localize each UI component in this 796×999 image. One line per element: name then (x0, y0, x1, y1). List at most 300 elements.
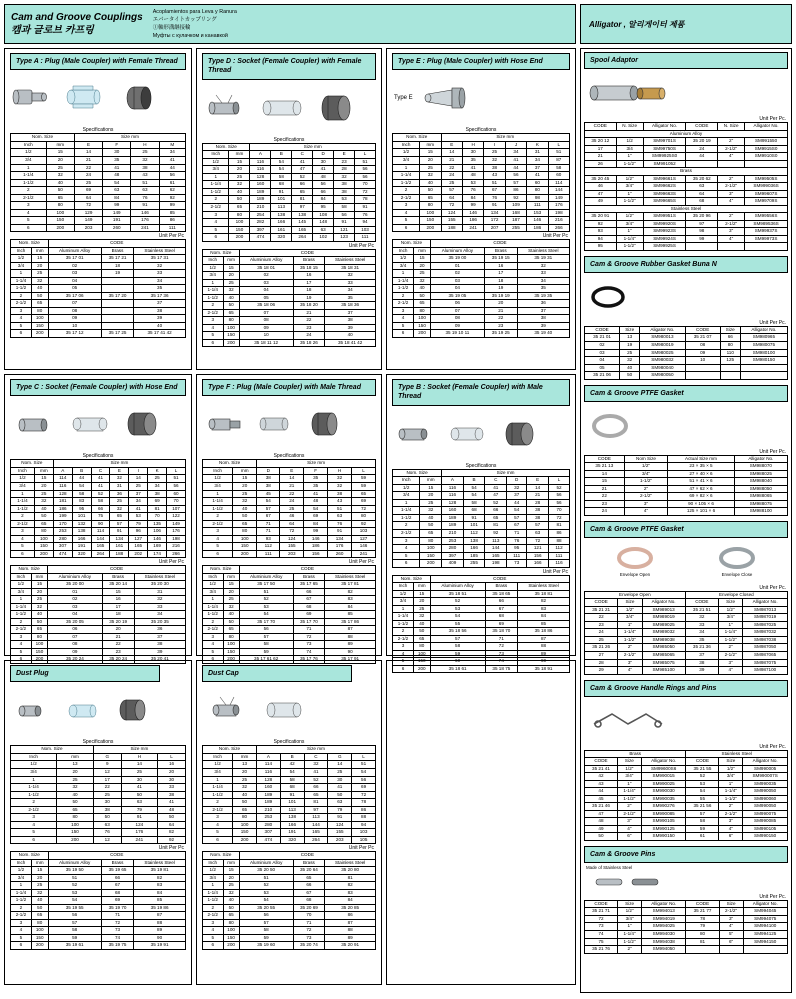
cell-4: 6" (719, 938, 743, 946)
cell-3: 59 (686, 825, 719, 833)
cell-1: 150 (229, 226, 250, 234)
cell-4: 35 (304, 482, 328, 490)
cell-5: 43 (328, 498, 352, 506)
cell-3: 73 (101, 927, 133, 935)
cell-5: 79 (328, 806, 352, 814)
cell-0: 3/4 (11, 588, 32, 596)
table-row (585, 606, 788, 614)
cell-6: 98 (527, 194, 548, 202)
table-row (393, 514, 570, 522)
cell-2: SM990035 (641, 795, 686, 803)
cell-1: 20 (233, 482, 257, 490)
cell-4: 32 (304, 761, 328, 769)
cell-0: 74 (585, 930, 618, 938)
cell-3: 14 (280, 475, 304, 483)
cell-5: SM999036S (745, 183, 788, 191)
cell-4: 90 (325, 648, 376, 656)
cell-4: 50 (158, 814, 186, 822)
table-row (393, 277, 570, 285)
cell-1: 200 (223, 942, 239, 950)
cell-3: 54 (280, 768, 304, 776)
cell-4: 30 (158, 776, 186, 784)
cell-1: 100 (46, 209, 74, 217)
cell-1: 50 (233, 799, 257, 807)
cell-4 (718, 160, 745, 168)
cell-1: 80 (233, 814, 257, 822)
section-title-ptfe-envelope: Cam & Groove PTFE Gasket (584, 521, 788, 538)
product-illustration-dust-cap (202, 682, 376, 738)
table-row (11, 322, 186, 330)
cell-2: 253 (442, 537, 464, 545)
cell-1: 200 (223, 656, 239, 664)
cell-5: 44 (507, 499, 527, 507)
cell-0: 94 (585, 235, 617, 243)
column-header-1: N. Size (616, 123, 643, 131)
group-row (585, 130, 788, 138)
col-size-mm: Size mm (250, 143, 376, 151)
cell-5: SM990050 (743, 788, 788, 796)
cell-6: 103 (352, 829, 376, 837)
cell-4: 35 20 80 (325, 867, 376, 875)
cell-1: 25 (620, 349, 640, 357)
cell-3: 21 (102, 633, 134, 641)
cell-6: 28 (334, 166, 355, 174)
cell-3: 14 (121, 761, 158, 769)
cell-2: 52 (48, 882, 101, 890)
subtitle-jp2: ①軸形溝継接輪 (152, 25, 191, 31)
cell-6: 34 (129, 498, 148, 506)
cell-3: 79 (686, 923, 719, 931)
cell-3: 101 (463, 522, 485, 530)
table-row (393, 217, 570, 225)
table-row (585, 500, 788, 508)
column-header-1: mm (413, 583, 430, 591)
table-row (585, 788, 788, 796)
cell-0: 3 (203, 211, 229, 219)
cell-5: 148 (313, 219, 334, 227)
cell-0: 1-1/4 (11, 498, 35, 506)
table-row (11, 490, 186, 498)
cell-3: 25 (121, 768, 158, 776)
cell-2: 01 (430, 262, 484, 270)
cell-4: 92 (485, 530, 507, 538)
cell-5: 71 (507, 530, 527, 538)
table-row (585, 629, 788, 637)
cell-3: 66 (293, 588, 325, 596)
cell-0: 1 (393, 605, 414, 613)
column-header-3: CODE (685, 326, 720, 334)
cell-3: 79 (121, 806, 158, 814)
table-row (585, 773, 788, 781)
cell-3: 69 (485, 620, 517, 628)
cell-3: 166 (72, 535, 91, 543)
cell-3: 08 (685, 341, 720, 349)
cell-2: SM990030 (641, 788, 686, 796)
cell-2: 53 (239, 603, 293, 611)
cell-1: 200 (420, 224, 441, 232)
cell-3: 23 (102, 648, 134, 656)
cell-1: 25 (233, 776, 257, 784)
cell-1: 80 (223, 919, 239, 927)
cell-0: 1-1/4 (11, 889, 32, 897)
group-header-1: Envelope Closed (685, 591, 787, 599)
cell-4: 4" (719, 667, 743, 675)
cell-5: 84 (313, 196, 334, 204)
cell-0: 1 (11, 490, 35, 498)
cell-0: 45 (585, 795, 618, 803)
column-header-1: mm (233, 753, 257, 761)
cell-5: 32 (110, 475, 129, 483)
cell-4: 90 (91, 520, 110, 528)
cell-3 (101, 307, 133, 315)
cell-4: 38 (517, 315, 569, 323)
cell-0: 1 (203, 776, 233, 784)
cell-2: 03 (430, 277, 484, 285)
table-row (11, 799, 186, 807)
table-pins (584, 900, 788, 954)
cell-5: SM980965 (740, 334, 787, 342)
table-row (11, 641, 186, 649)
cell-4: 264 (91, 550, 110, 558)
column-header-0: Inch (393, 247, 414, 255)
cell-1: 1" (618, 923, 642, 931)
cell-2: 25 (93, 791, 121, 799)
illustration-spool-adaptor (584, 71, 788, 115)
cell-1: 3/4" (618, 614, 642, 622)
cell-0: 1/2 (11, 761, 57, 769)
cell-0: 03 (585, 349, 620, 357)
table-row (11, 942, 186, 950)
table-row (585, 228, 788, 236)
body-ptfe (585, 463, 788, 516)
cell-3: 17 (484, 270, 517, 278)
cell-4: 51 (484, 179, 505, 187)
cell-8: 56 (167, 482, 186, 490)
cell-1: 80 (31, 633, 47, 641)
cell-5: SM994075 (743, 915, 787, 923)
cell-0: 5 (203, 332, 224, 340)
cell-2: 35 17 70 (239, 618, 293, 626)
cell-3: 61 (686, 833, 719, 841)
cell-1: 150 (413, 658, 430, 666)
cell-2: 09 (239, 324, 293, 332)
col-nom-size: Nom. Size (11, 460, 54, 468)
cell-2: 188 (441, 224, 462, 232)
cell-0: 6 (393, 560, 420, 568)
cell-0: 2 (11, 904, 32, 912)
table-row (203, 543, 376, 551)
body-spool (585, 130, 788, 250)
cell-1: 40 (31, 897, 48, 905)
body-handle (585, 765, 788, 840)
cell-0: 1 (203, 596, 224, 604)
table-ptfe-envelope (584, 591, 788, 675)
cell-1: 65 (31, 912, 48, 920)
cell-2: 03 (239, 279, 293, 287)
column-header-4: Stainless Steel (134, 573, 185, 581)
column-header-4: Stainless Steel (134, 247, 186, 255)
cell-6: 121 (527, 545, 549, 553)
cell-4: 97 (292, 204, 313, 212)
table-row (11, 904, 186, 912)
spec-caption-type-c: Specifications (82, 453, 114, 460)
cell-0: 4 (203, 219, 229, 227)
cell-1: 3" (617, 818, 641, 826)
cell-2: 30 (93, 799, 121, 807)
cell-4: 35 18 31 (325, 264, 376, 272)
code-body-type-f (203, 581, 376, 664)
cell-4: 35 17 91 (325, 656, 376, 664)
cell-5: 111 (507, 552, 527, 560)
cell-4: 83 (134, 882, 186, 890)
col-nom-size: Nom. Size (203, 746, 257, 754)
cell-2: 58 (239, 641, 293, 649)
table-row (203, 784, 376, 792)
table-row (203, 934, 376, 942)
cell-0: 1-1/4 (203, 889, 224, 897)
table-row (585, 243, 788, 251)
table-row (11, 164, 186, 172)
cell-1: 50 (31, 904, 48, 912)
cell-3 (101, 322, 133, 330)
cell-0: 24 (585, 629, 618, 637)
cell-7: 69 (148, 498, 167, 506)
cell-2: 53 (430, 605, 485, 613)
cell-0: 6 (203, 339, 224, 347)
column-header-0: Inch (11, 753, 57, 761)
cell-5: SM994125 (743, 930, 787, 938)
head-row-ptfe-env (585, 599, 788, 607)
table-row (203, 768, 376, 776)
cell-4: 1/2" (719, 606, 743, 614)
column-header-5: J (505, 141, 526, 149)
column-header-7: K (148, 467, 167, 475)
cell-7: 88 (549, 537, 570, 545)
cell-4: 75 (91, 513, 110, 521)
spec-caption-type-e: Specifications (465, 127, 497, 134)
cell-2: 67 (257, 513, 280, 521)
section-pins (584, 846, 788, 954)
cell-1: 20 (414, 262, 431, 270)
cell-2: 24 (74, 172, 102, 180)
cell-3: 53 (462, 179, 483, 187)
cell-1: 32 (223, 603, 239, 611)
column-header-1: mm (223, 257, 239, 265)
cell-4: 25 (484, 149, 505, 157)
spec-head-row-dust-cap (203, 753, 376, 761)
cell-5: SM99709S (745, 198, 788, 206)
cell-2: 199 (53, 513, 72, 521)
cell-2: 203 (74, 224, 102, 232)
cell-3: 24 (293, 332, 325, 340)
cell-5: SM987038 (743, 636, 788, 644)
cell-4: 2-1/2" (718, 145, 745, 153)
cell-1: 80 (413, 643, 430, 651)
cell-3: 149 (103, 209, 131, 217)
cell-4: 97 (304, 806, 328, 814)
cell-2: 10 (239, 332, 293, 340)
cell-5: 99 (159, 202, 185, 210)
cell-2: 35 17 01 (48, 255, 101, 263)
cell-5: 25 (328, 768, 352, 776)
cell-0: 95 (585, 243, 617, 251)
cell-0: 2-1/2 (203, 912, 224, 920)
cell-1: 15 (233, 475, 257, 483)
cell-2: 253 (53, 528, 72, 536)
cell-2: 35 19 55 (48, 904, 101, 912)
cell-0: 1-1/4 (11, 784, 57, 792)
cell-1: 80 (223, 317, 239, 325)
cell-4: 35 (517, 285, 569, 293)
cell-1: 65 (413, 635, 430, 643)
cell-0: 2-1/2 (11, 912, 32, 920)
code-body-dust-cap (203, 867, 376, 950)
head-row-handle (585, 758, 788, 766)
cell-0: 3/4 (203, 482, 233, 490)
column-header-3: B (463, 477, 485, 485)
cell-4: 2-1/2" (719, 908, 743, 916)
cell-7: 112 (549, 545, 570, 553)
column-header-3: E (280, 467, 304, 475)
table-row (393, 315, 570, 323)
cell-4: 113 (304, 814, 328, 822)
table-row (11, 194, 186, 202)
cell-1: 200 (57, 836, 94, 844)
table-row (203, 505, 376, 513)
cell-4: 66 (485, 507, 507, 515)
cell-3: 73 (293, 641, 325, 649)
column-header-4: Size (720, 326, 740, 334)
cell-3: 18 (293, 287, 325, 295)
spec-body-type-d (203, 158, 376, 241)
table-row (11, 520, 186, 528)
cell-2: 397 (250, 226, 271, 234)
panel-type-c (4, 374, 192, 662)
cell-2: 307 (256, 829, 280, 837)
table-row (585, 652, 788, 660)
cell-0: 3 (203, 919, 224, 927)
cell-4: 35 18 86 (518, 628, 570, 636)
table-row (393, 285, 570, 293)
cell-2: 03 (48, 270, 101, 278)
cell-3: 35 18 20 (293, 302, 325, 310)
spec-body-type-f (203, 475, 376, 558)
cell-4: 52 (304, 776, 328, 784)
cell-1: 1" (617, 780, 641, 788)
cell-0: 3/4 (203, 272, 224, 280)
cell-1: 150 (414, 322, 431, 330)
cell-2: 09 (430, 322, 484, 330)
cell-2: 397 (442, 552, 464, 560)
cell-4: 35 20 35 (134, 618, 185, 626)
table-row (393, 530, 570, 538)
cell-2: 116 (53, 482, 72, 490)
cell-0: 2-1/2 (11, 520, 35, 528)
cell-2: SM989019 (642, 614, 685, 622)
cell-1: 1-1/2" (618, 938, 642, 946)
code-body-type-a (11, 255, 186, 338)
cell-2: SM99661S (643, 175, 686, 183)
cell-5: 14 (328, 761, 352, 769)
cell-0: 21 (585, 485, 625, 493)
cell-1: 150 (420, 217, 441, 225)
cell-7: 72 (549, 514, 570, 522)
cell-5: SM990007S (743, 773, 788, 781)
column-header-1: Nom Size (624, 455, 668, 463)
cell-1: 150 (46, 217, 74, 225)
cell-3: 18 (101, 262, 133, 270)
column-header-6: L (352, 467, 376, 475)
column-header-2: A (442, 477, 464, 485)
cell-3: 58 (280, 776, 304, 784)
cell-4: 82 (158, 829, 186, 837)
table-row (203, 867, 376, 875)
column-header-2: Aluminium Alloy (239, 859, 293, 867)
column-header-3: Brass (485, 583, 517, 591)
table-row (11, 149, 186, 157)
cell-5: 41 (505, 156, 526, 164)
cell-4: 16 (158, 761, 186, 769)
cell-2: 27 × 40 × 6 (668, 470, 734, 478)
column-header-3: Brass (293, 573, 325, 581)
cell-3: 54 (463, 484, 485, 492)
cell-1: 200 (34, 550, 53, 558)
cell-3: SM988025 (734, 470, 787, 478)
column-header-2: E (74, 141, 102, 149)
cell-1: 15 (223, 264, 239, 272)
table-row (393, 545, 570, 553)
cell-1: 100 (233, 821, 257, 829)
cell-0: 35 20 45 (585, 175, 617, 183)
cell-1: 50 (413, 628, 430, 636)
cell-1: 15 (414, 255, 431, 263)
column-header-1: Size (620, 326, 640, 334)
cell-2: SM980032 (640, 357, 685, 365)
cell-4: 52 (292, 173, 313, 181)
col-nom-size-2: Nom. Size (11, 240, 49, 248)
panel-title-type-a: Type A : Plug (Male Coupler) with Female Thread (10, 53, 186, 70)
cell-3: 84 (103, 194, 131, 202)
table-row (203, 287, 376, 295)
cell-1: 15 (229, 158, 250, 166)
cell-2: 160 (256, 784, 280, 792)
cell-0: 2 (203, 904, 224, 912)
product-illustration-dust-plug (10, 682, 186, 738)
table-row (585, 372, 788, 380)
table-row (203, 173, 376, 181)
cell-3: 113 (271, 204, 292, 212)
cell-0: 4 (393, 209, 420, 217)
cell-3: 71 (293, 919, 325, 927)
column-header-4: N. Size (718, 123, 745, 131)
cell-1: 2-1/2" (624, 493, 668, 501)
cell-4: 34 (134, 277, 186, 285)
cell-4: 3" (719, 659, 743, 667)
cell-4: 90 (518, 658, 570, 666)
type-e-art-label: Type E (394, 95, 413, 102)
cell-7: 144 (548, 187, 569, 195)
cell-1: 32 (46, 172, 74, 180)
cell-0: 02 (585, 341, 620, 349)
cell-6: 14 (129, 475, 148, 483)
cell-4: 4" (718, 198, 745, 206)
cell-1: 50 (31, 292, 48, 300)
cell-5: 56 (505, 172, 526, 180)
cell-7: 58 (548, 164, 569, 172)
table-row (393, 156, 570, 164)
table-row (11, 285, 186, 293)
cell-1: 200 (31, 942, 48, 950)
